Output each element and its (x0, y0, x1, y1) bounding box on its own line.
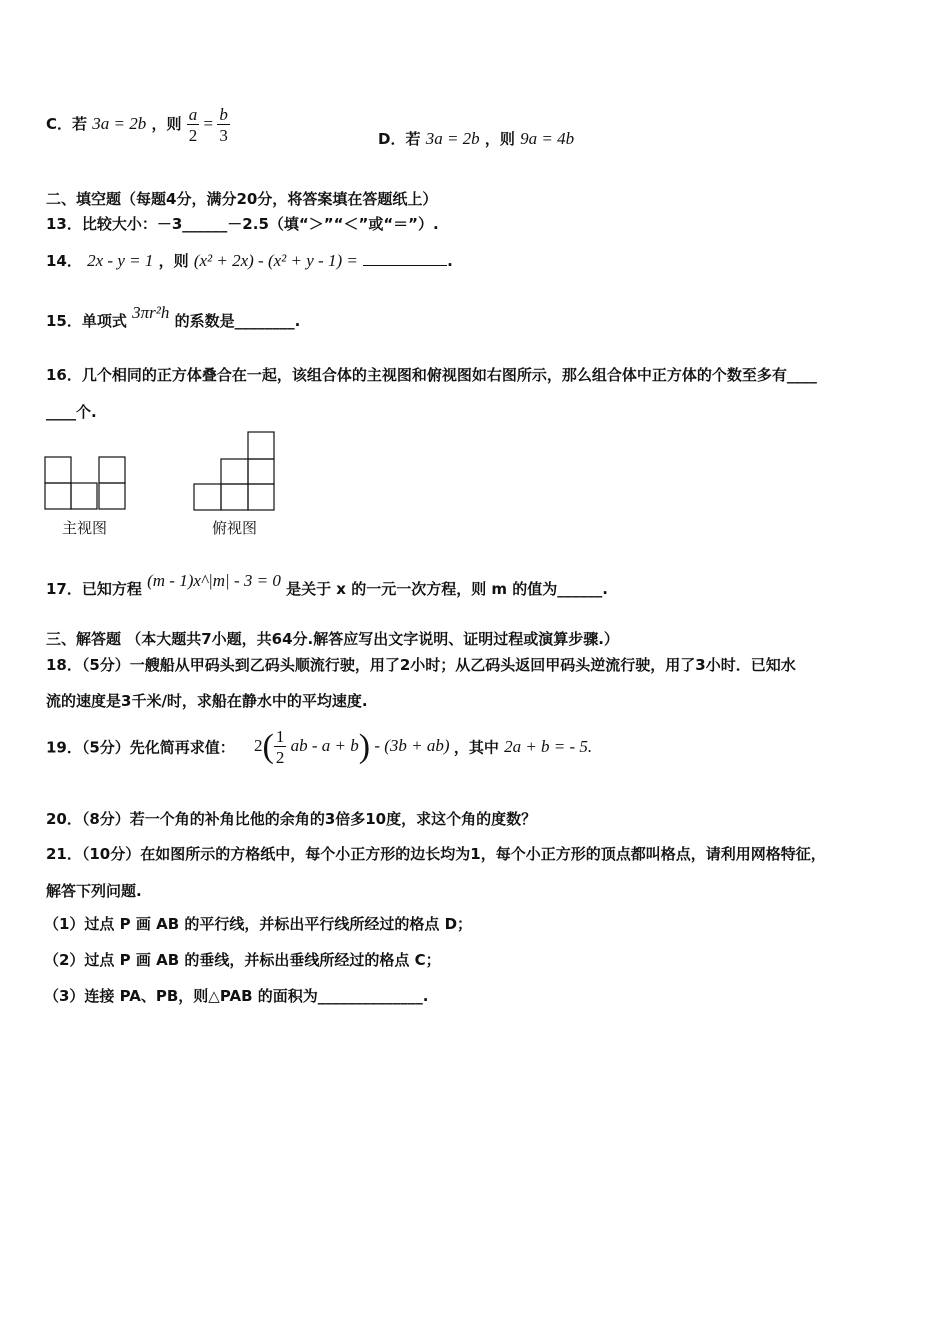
option-d-then: ，则 (484, 130, 515, 148)
top-view-square (221, 484, 248, 510)
q15 (46, 303, 301, 331)
q20-text: 20．（8分）若一个角的补角比他的余角的3倍多10度，求这个角的度数？ (46, 810, 537, 828)
option-c-equals: = (203, 113, 214, 133)
q14-answer-blank[interactable] (363, 265, 447, 266)
front-view-square (99, 457, 125, 483)
q17 (46, 571, 608, 599)
q18-line1: 18．（5分）一艘船从甲码头到乙码头顺流行驶，用了2小时；从乙码头返回甲码头逆流行驶，用了3小时．已知水 (46, 656, 796, 674)
top-view (194, 432, 274, 510)
q19-where: ，其中 (453, 738, 499, 757)
front-view-square (99, 483, 125, 509)
q21-line2: 解答下列问题. (46, 882, 142, 900)
q19-fraction: $\frac{1}{2}$ (275, 727, 285, 767)
front-view-label: 主视图 (62, 519, 108, 537)
q15-monomial: 3πr²h (132, 303, 170, 322)
q19-condition: 2a + b = - 5 (504, 737, 588, 756)
option-c-condition: 3a = 2b (92, 113, 147, 133)
front-view (45, 457, 125, 509)
option-c-fraction-a: $\frac{a}{2}$ (188, 105, 198, 145)
option-c-then: ，则 (151, 114, 182, 133)
q21-part1: （1）过点 P 画 AB 的平行线，并标出平行线所经过的格点 D； (44, 915, 473, 933)
top-view-square (221, 459, 248, 484)
q12-option-c (46, 106, 230, 144)
q14-then: ，则 (158, 252, 189, 270)
option-d-result: 9a = 4b (520, 129, 575, 148)
q17-equation: (m - 1)x^|m| - 3 = 0 (147, 571, 281, 590)
q13-text: 13．比较大小：－3______－2.5（填“＞”“＜”或“＝”）. (46, 215, 439, 233)
front-view-square (45, 457, 71, 483)
section3-heading: 三、解答题 （本大题共7小题，共64分.解答应写出文字说明、证明过程或演算步骤.） (46, 630, 619, 648)
q19-prefix: 19．（5分）先化简再求值： (46, 738, 235, 757)
top-view-label: 俯视图 (212, 519, 258, 537)
q18-line2: 流的速度是3千米/时，求船在静水中的平均速度. (46, 692, 368, 710)
top-view-square (248, 484, 274, 510)
top-view-square (248, 459, 274, 484)
section2-heading: 二、填空题（每题4分，满分20分，将答案填在答题纸上） (46, 190, 438, 208)
q14: 14． 2x - y = 1 ，则 (x² + 2x) - (x² + y - 1) = . (46, 251, 453, 270)
q14-given: 2x - y = 1 (87, 251, 154, 270)
q12-option-d (378, 128, 574, 149)
q17-prefix: 17．已知方程 (46, 580, 142, 598)
q16-line1: 16．几个相同的正方体叠合在一起，该组合体的主视图和俯视图如右图所示，那么组合体中正方体的个数至多有____ (46, 366, 817, 384)
q21-part3: （3）连接 PA、PB，则△PAB 的面积为______________. (44, 987, 429, 1005)
q14-number: 14． (46, 252, 82, 270)
q14-expression: (x² + 2x) - (x² + y - 1) = (193, 251, 358, 270)
q15-suffix: 的系数是________. (174, 312, 301, 330)
q15-prefix: 15．单项式 (46, 312, 127, 330)
q17-suffix: 是关于 x 的一元一次方程，则 m 的值为______. (286, 580, 608, 598)
q21-line1: 21．（10分）在如图所示的方格纸中，每个小正方形的边长均为1，每个小正方形的顶点都叫格点，请利用网格特征， (46, 845, 826, 863)
top-view-square (248, 432, 274, 459)
option-c-label: C．若 (46, 114, 88, 133)
option-d-condition: 3a = 2b (425, 129, 480, 148)
option-d-label: D．若 (378, 130, 421, 148)
q21-part2: （2）过点 P 画 AB 的垂线，并标出垂线所经过的格点 C； (44, 951, 441, 969)
front-view-square (45, 483, 71, 509)
q19-expression: 2( $\frac{1}{2}$ ab - a + b) - (3b + ab) (254, 727, 450, 767)
top-view-square (194, 484, 221, 510)
front-view-square (71, 483, 97, 509)
option-c-fraction-b: $\frac{b}{3}$ (219, 105, 228, 145)
q19: 19．（5分）先化简再求值： 2( $\frac{1}{2}$ ab - a + b) - (3b + ab) ，其中 2a + b = - 5. (46, 727, 593, 767)
q16-views-figure (40, 428, 300, 543)
q16-line2: ____个. (46, 403, 97, 421)
